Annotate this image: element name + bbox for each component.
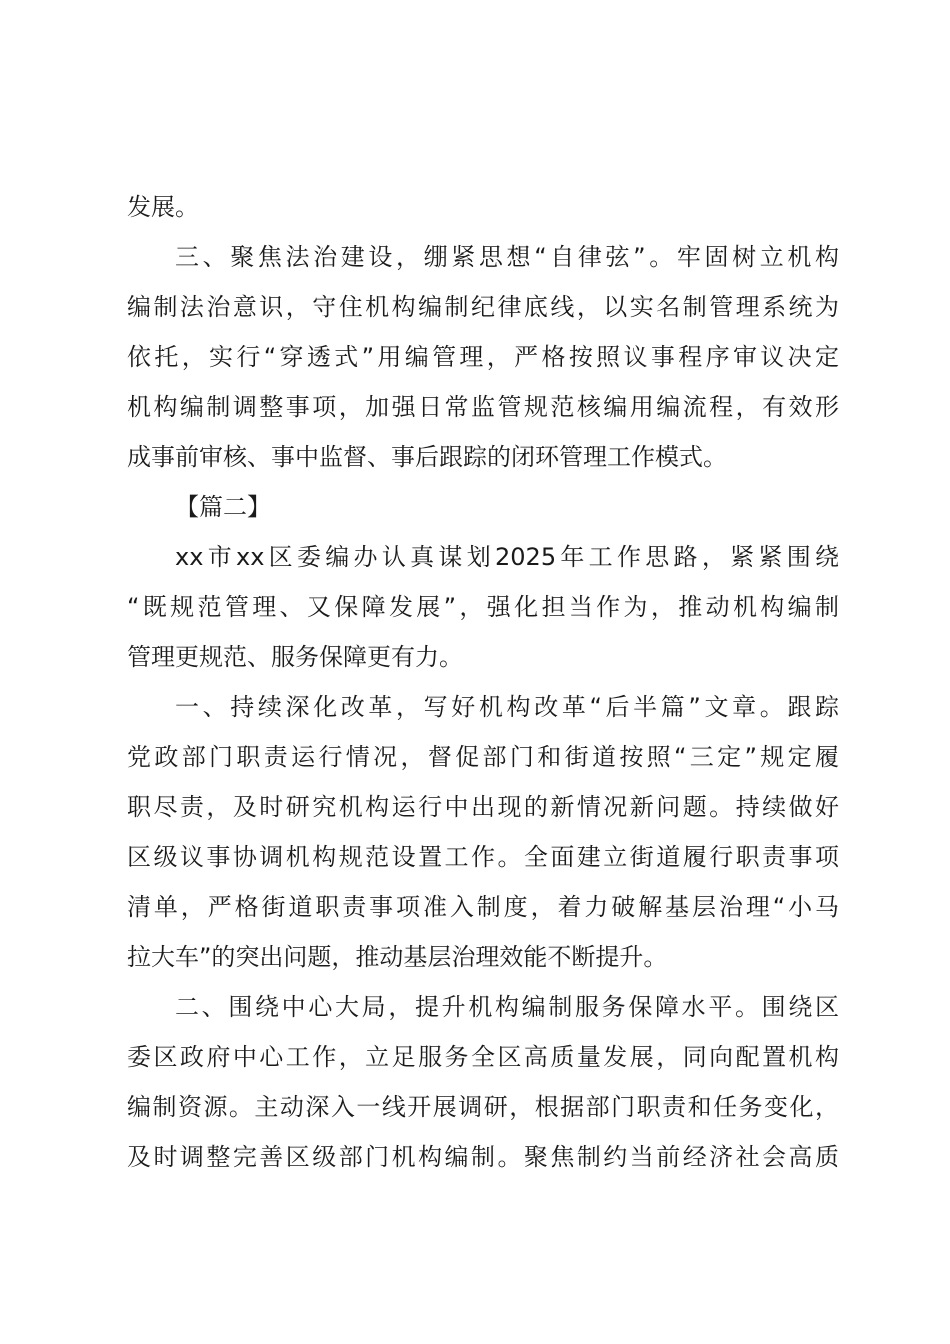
text-line: 及时调整完善区级部门机构编制。聚焦制约当前经济社会高质 (127, 1143, 839, 1171)
text-line: 党政部门职责运行情况，督促部门和街道按照“三定”规定履 (127, 743, 839, 771)
text-line: 编制资源。主动深入一线开展调研，根据部门职责和任务变化， (127, 1093, 839, 1121)
text-line: 依托，实行“穿透式”用编管理，严格按照议事程序审议决定 (127, 343, 839, 371)
text-line: 成事前审核、事中监督、事后跟踪的闭环管理工作模式。 (127, 443, 727, 471)
text-line: 【篇二】 (175, 493, 271, 521)
text-line: 二、围绕中心大局，提升机构编制服务保障水平。围绕区 (175, 993, 839, 1021)
text-line: 三、聚焦法治建设，绷紧思想“自律弦”。牢固树立机构 (175, 243, 839, 271)
text-line: 机构编制调整事项，加强日常监管规范核编用编流程，有效形 (127, 393, 839, 421)
text-line: 编制法治意识，守住机构编制纪律底线，以实名制管理系统为 (127, 293, 839, 321)
text-line: 职尽责，及时研究机构运行中出现的新情况新问题。持续做好 (127, 793, 839, 821)
text-line: “既规范管理、又保障发展”，强化担当作为，推动机构编制 (127, 593, 839, 621)
text-line: 发展。 (127, 193, 199, 221)
text-line: 清单，严格街道职责事项准入制度，着力破解基层治理“小马 (127, 893, 839, 921)
text-line: 管理更规范、服务保障更有力。 (127, 643, 463, 671)
text-line: xx市xx区委编办认真谋划2025年工作思路，紧紧围绕 (175, 543, 839, 571)
text-line: 拉大车”的突出问题，推动基层治理效能不断提升。 (127, 943, 668, 971)
text-line: 区级议事协调机构规范设置工作。全面建立街道履行职责事项 (127, 843, 839, 871)
text-line: 委区政府中心工作，立足服务全区高质量发展，同向配置机构 (127, 1043, 839, 1071)
text-line: 一、持续深化改革，写好机构改革“后半篇”文章。跟踪 (175, 693, 839, 721)
document-body (127, 182, 839, 1182)
